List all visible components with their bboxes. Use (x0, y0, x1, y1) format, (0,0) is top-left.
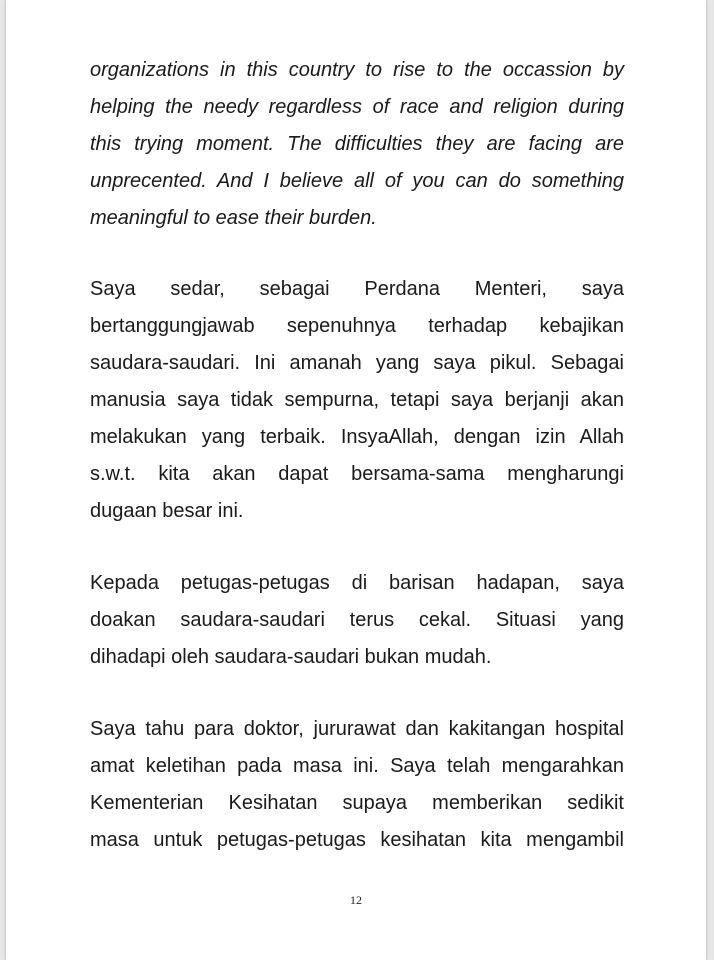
paragraph-line: unprecented. And I believe all of you can do something (90, 170, 624, 192)
paragraph-line: manusia saya tidak sempurna, tetapi saya berjanji akan (90, 389, 624, 411)
page-number: 12 (350, 893, 362, 907)
paragraph-2 (90, 271, 624, 530)
paragraph-line: bertanggungjawab sepenuhnya terhadap kebajikan (90, 315, 624, 337)
paragraph-line: masa untuk petugas-petugas kesihatan kita mengambil (90, 829, 624, 851)
paragraph-3 (90, 565, 624, 676)
paragraph-line: dugaan besar ini. (90, 500, 244, 522)
paragraph-line: s.w.t. kita akan dapat bersama-sama mengharungi (90, 463, 624, 485)
paragraph-line: dihadapi oleh saudara-saudari bukan mudah. (90, 646, 492, 668)
document-page (6, 0, 706, 960)
paragraph-line: Saya tahu para doktor, jururawat dan kakitangan hospital (90, 718, 624, 740)
paragraph-4 (90, 711, 624, 859)
paragraph-line: Kepada petugas-petugas di barisan hadapan, saya (90, 572, 624, 594)
paragraph-line: organizations in this country to rise to the occassion by (90, 59, 624, 81)
paragraph-line: Saya sedar, sebagai Perdana Menteri, saya (90, 278, 624, 300)
paragraph-line: melakukan yang terbaik. InsyaAllah, dengan izin Allah (90, 426, 624, 448)
paragraph-line: this trying moment. The difficulties they are facing are (90, 133, 624, 155)
paragraph-1 (90, 52, 624, 237)
paragraph-line: meaningful to ease their burden. (90, 207, 377, 229)
paragraph-line: Kementerian Kesihatan supaya memberikan sedikit (90, 792, 624, 814)
paragraph-line: doakan saudara-saudari terus cekal. Situasi yang (90, 609, 624, 631)
paragraph-line: helping the needy regardless of race and religion during (90, 96, 624, 118)
paragraph-line: amat keletihan pada masa ini. Saya telah mengarahkan (90, 755, 624, 777)
paragraph-line: saudara-saudari. Ini amanah yang saya pikul. Sebagai (90, 352, 624, 374)
